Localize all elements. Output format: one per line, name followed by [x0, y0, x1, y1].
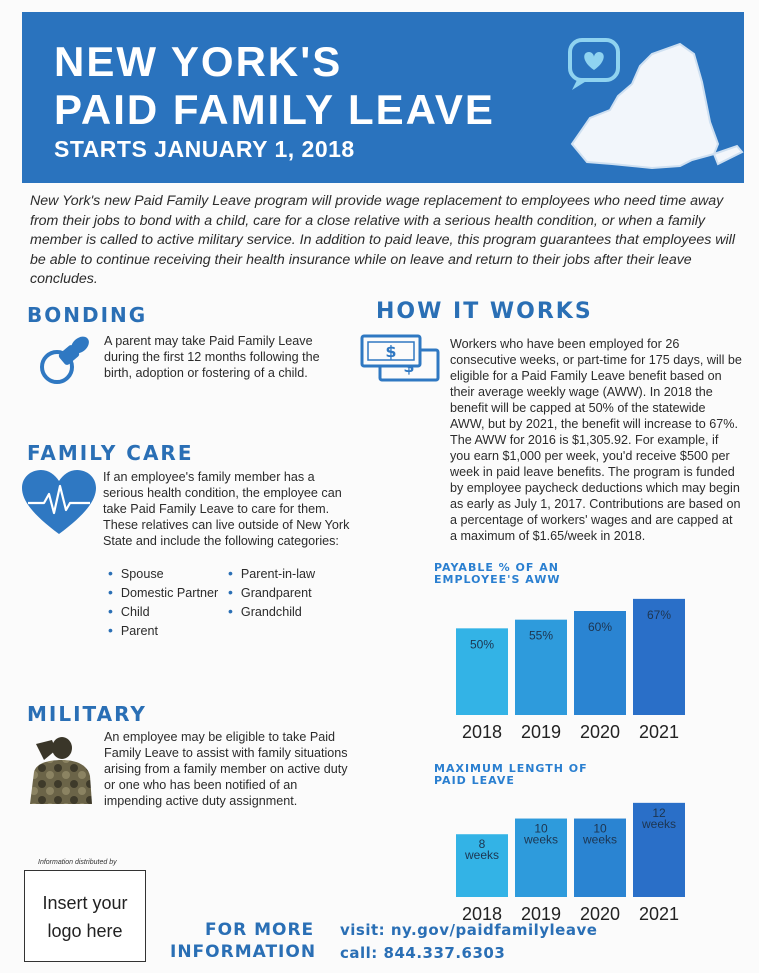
logo-line-2: logo here [47, 921, 123, 941]
how-it-works-text: Workers who have been employed for 26 consecutive weeks, or part-time for 175 days, will be eligible for a Paid Family Leave benefit based on their average weekly wage (AWW). In 2018 the benefit will be capped at 50% of the statewide AWW, but by 2021, the benefit will increase to 67%. The AWW for 2016 is $1,305.92. For example, if you earn $1,000 per week, you'd receive $500 per week in paid leave benefits. The program is funded by employee paycheck deductions which may begin as early as July 1, 2017. Contributions are based on a percentage of workers' wages and are capped at a maximum of $1.65/week in 2018. [450, 337, 742, 543]
list-item: • Spouse [108, 565, 164, 581]
x-tick-label: 2019 [520, 904, 562, 924]
x-tick-label: 2018 [461, 722, 503, 742]
how-it-works-heading: HOW IT WORKS [376, 299, 593, 324]
list-item: • Grandchild [228, 603, 302, 619]
website-link[interactable]: visit: ny.gov/paidfamilyleave [340, 921, 598, 939]
list-item: • Parent-in-law [228, 565, 315, 581]
title-line-1: NEW YORK'S [54, 38, 343, 85]
data-label: 8 weeks [464, 837, 500, 863]
more-info-line-2: INFORMATION [170, 942, 317, 962]
x-tick-label: 2019 [520, 722, 562, 742]
chart-1-title: PAYABLE % OF AN EMPLOYEE'S AWW [434, 561, 561, 586]
bonding-heading: BONDING [27, 303, 148, 327]
data-label: 60% [587, 620, 613, 634]
data-label: 12 weeks [641, 805, 677, 831]
x-tick-label: 2021 [638, 722, 680, 742]
max-leave-length-chart [440, 795, 690, 925]
money-bills-icon [360, 334, 442, 384]
header-banner [22, 12, 744, 183]
distributed-by-label: Information distributed by [38, 859, 117, 866]
more-info-line-1: FOR MORE [205, 920, 315, 940]
chart-2-title: MAXIMUM LENGTH OF PAID LEAVE [434, 762, 588, 787]
intro-paragraph: New York's new Paid Family Leave program will provide wage replacement to employees who need time away from their jobs to bond with a child, care for a close relative with a serious health condition, or when a family member is called to active military service. In addition to paid leave, this program guarantees that employees will be able to continue receiving their health insurance while on leave and return to their jobs after their leave concludes. [30, 193, 735, 287]
list-item: • Domestic Partner [108, 584, 218, 600]
data-label: 10 weeks [582, 821, 618, 847]
subtitle-start-date: STARTS JANUARY 1, 2018 [54, 136, 355, 162]
list-item: • Parent [108, 622, 158, 638]
payable-percent-chart [440, 585, 690, 745]
x-tick-label: 2018 [461, 904, 503, 924]
list-item: • Child [108, 603, 150, 619]
x-tick-label: 2020 [579, 904, 621, 924]
data-label: 10 weeks [523, 821, 559, 847]
new-york-state-map-icon [532, 26, 747, 186]
family-care-heading: FAMILY CARE [27, 441, 194, 465]
pacifier-icon [36, 334, 94, 388]
list-item: • Grandparent [228, 584, 312, 600]
x-tick-label: 2020 [579, 722, 621, 742]
soldier-salute-icon [22, 732, 92, 804]
logo-line-1: Insert your [42, 893, 128, 913]
logo-placeholder [24, 870, 146, 962]
family-care-text: If an employee's family member has a serious health condition, the employee can take Paid Family Leave to care for them. These relatives can live outside of New York State and include the following categories: [103, 470, 350, 548]
data-label: 50% [469, 637, 495, 652]
data-label: 55% [528, 628, 554, 643]
military-heading: MILITARY [27, 702, 147, 726]
heart-pulse-icon [22, 470, 96, 536]
svg-text:$: $ [385, 342, 397, 361]
x-tick-label: 2021 [638, 904, 680, 924]
phone-number[interactable]: call: 844.337.6303 [340, 944, 506, 962]
bonding-text: A parent may take Paid Family Leave during the first 12 months following the birth, adoption or fostering of a child. [104, 334, 320, 380]
military-text: An employee may be eligible to take Paid Family Leave to assist with family situations arising from a family member on active duty or one who has been notified of an impending active duty assignment. [104, 730, 348, 808]
heart-speech-bubble-icon [570, 40, 618, 90]
data-label: 67% [646, 607, 672, 622]
title-line-2: PAID FAMILY LEAVE [54, 86, 495, 133]
